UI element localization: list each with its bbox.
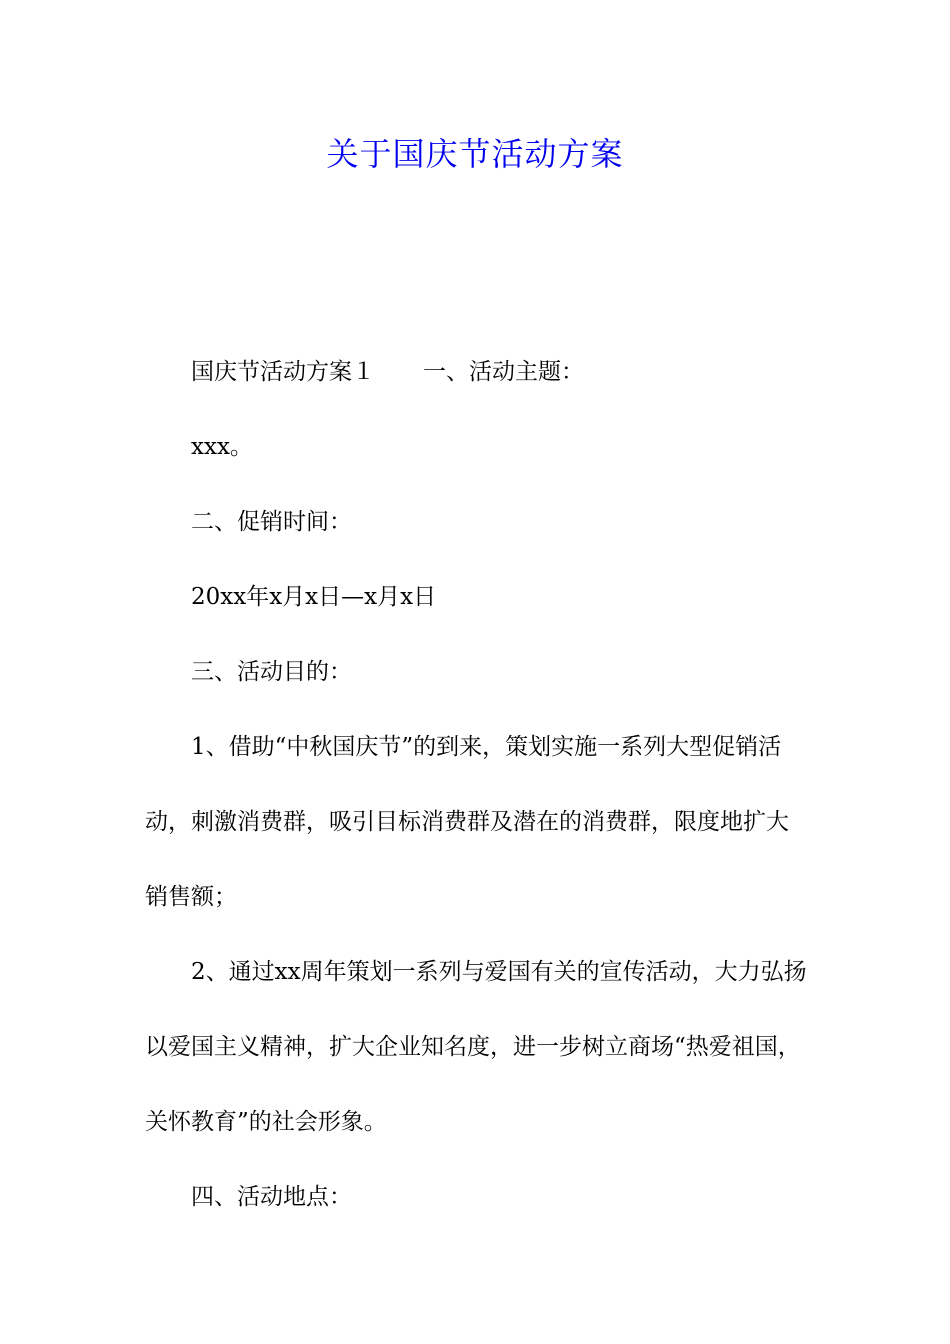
section-heading-purpose: 三、活动目的： [191,659,352,685]
paragraph-time-value: 20xx年x月x日—x月x日 [191,584,437,610]
document-body [145,335,810,1235]
paragraph-first-line [145,335,810,410]
paragraph-purpose-1: 1、借助“中秋国庆节”的到来，策划实施一系列大型促销活动，刺激消费群，吸引目标消费群及潜在的消费群，限度地扩大销售额； [145,734,789,910]
paragraph-purpose-2: 2、通过xx周年策划一系列与爱国有关的宣传活动，大力弘扬以爱国主义精神，扩大企业知名度，进一步树立商场“热爱祖国，关怀教育”的社会形象。 [145,959,807,1135]
paragraph-theme-value: xxx。 [191,434,253,460]
document-title: 关于国庆节活动方案 [326,135,624,173]
section-heading-time: 二、促销时间： [191,509,352,535]
section-heading-theme: 一、活动主题： [423,359,584,385]
section-heading-location: 四、活动地点： [191,1184,352,1210]
plan-heading: 国庆节活动方案１ [191,359,375,385]
